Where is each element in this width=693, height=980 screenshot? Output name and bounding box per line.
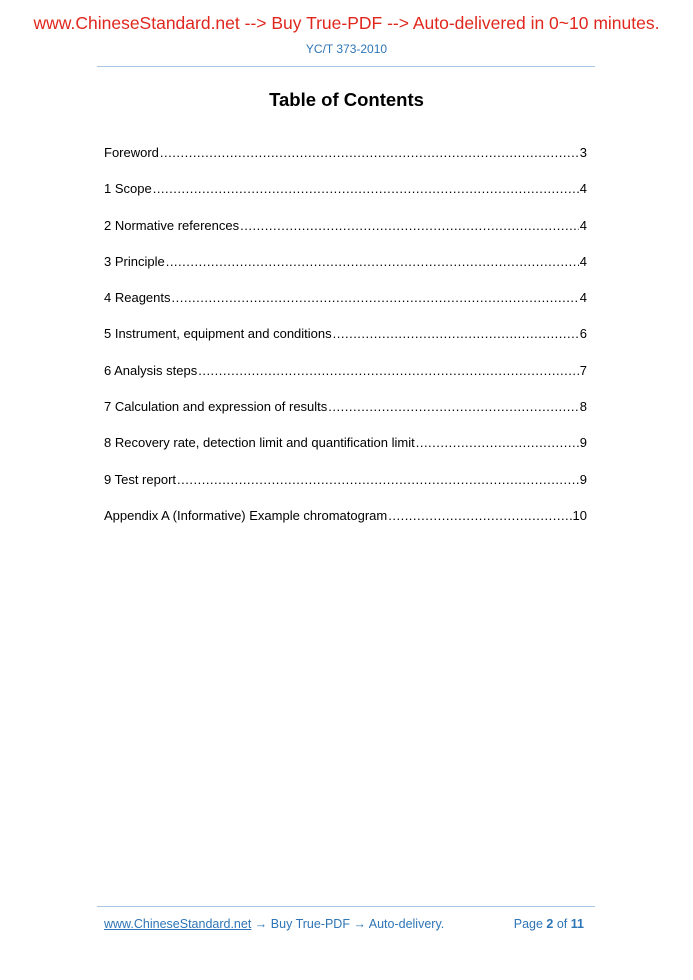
dot-leader (160, 145, 579, 160)
toc-entry-page: 9 (579, 435, 587, 451)
toc-entry-label: 1 Scope (104, 181, 152, 197)
toc-entry-principle[interactable] (104, 254, 587, 290)
toc-entry-analysis-steps[interactable] (104, 363, 587, 399)
toc-entry-page: 3 (579, 145, 587, 160)
footer-purchase-link[interactable] (104, 917, 444, 931)
toc-entry-label: 9 Test report (104, 471, 177, 487)
dot-leader (240, 218, 579, 233)
dot-leader (177, 472, 579, 487)
page-of: of (556, 917, 568, 931)
promo-banner[interactable]: www.ChineseStandard.net --> Buy True-PDF --> Auto-delivered in 0~10 minutes. (33, 13, 660, 33)
toc-entry-page: 4 (579, 290, 587, 306)
toc-title: Table of Contents (269, 89, 424, 110)
toc-entry-label: 6 Analysis steps (104, 362, 198, 378)
arrow-right-icon: → (353, 917, 366, 931)
toc-entry-test-report[interactable] (104, 472, 587, 508)
toc-entry-normative-references[interactable] (104, 218, 587, 254)
toc-entry-page: 9 (579, 471, 587, 487)
toc-entry-foreword[interactable] (104, 145, 587, 181)
table-of-contents (104, 145, 587, 544)
toc-entry-label: 2 Normative references (104, 217, 240, 233)
header-divider (97, 66, 595, 67)
toc-entry-calculation[interactable] (104, 399, 587, 435)
dot-leader (328, 399, 578, 414)
toc-entry-label: Foreword (104, 145, 159, 160)
page-total: 11 (570, 917, 584, 931)
toc-entry-reagents[interactable] (104, 290, 587, 326)
toc-entry-instrument[interactable] (104, 326, 587, 362)
toc-entry-page: 7 (579, 362, 587, 378)
footer-step-buy: Buy True-PDF (270, 917, 350, 931)
toc-entry-page: 10 (572, 507, 587, 523)
standard-code: YC/T 373-2010 (305, 42, 388, 56)
footer-divider (97, 906, 595, 907)
toc-entry-appendix-a[interactable] (104, 508, 587, 544)
toc-entry-label: 3 Principle (104, 253, 165, 269)
page-word: Page (513, 917, 543, 931)
toc-entry-page: 8 (579, 399, 587, 415)
toc-entry-label: 4 Reagents (104, 290, 171, 306)
footer-site-url[interactable]: www.ChineseStandard.net (104, 917, 252, 931)
dot-leader (333, 326, 579, 341)
footer-step-delivery: Auto-delivery. (368, 917, 445, 931)
toc-entry-label: Appendix A (Informative) Example chromatogram (104, 507, 388, 523)
page-number (514, 917, 584, 931)
toc-entry-label: 8 Recovery rate, detection limit and quantification limit (104, 435, 415, 451)
page-current: 2 (546, 917, 554, 931)
toc-entry-label: 7 Calculation and expression of results (104, 399, 328, 415)
toc-entry-page: 4 (579, 181, 587, 197)
dot-leader (388, 508, 571, 523)
dot-leader (198, 363, 579, 378)
toc-entry-page: 6 (579, 326, 587, 342)
toc-entry-scope[interactable] (104, 181, 587, 217)
dot-leader (166, 254, 579, 269)
dot-leader (153, 181, 579, 196)
toc-entry-page: 4 (579, 217, 587, 233)
toc-entry-page: 4 (579, 253, 587, 269)
dot-leader (172, 290, 579, 305)
dot-leader (416, 435, 579, 450)
toc-entry-label: 5 Instrument, equipment and conditions (104, 326, 332, 342)
arrow-right-icon: → (254, 917, 268, 931)
toc-entry-recovery-rate[interactable] (104, 435, 587, 471)
